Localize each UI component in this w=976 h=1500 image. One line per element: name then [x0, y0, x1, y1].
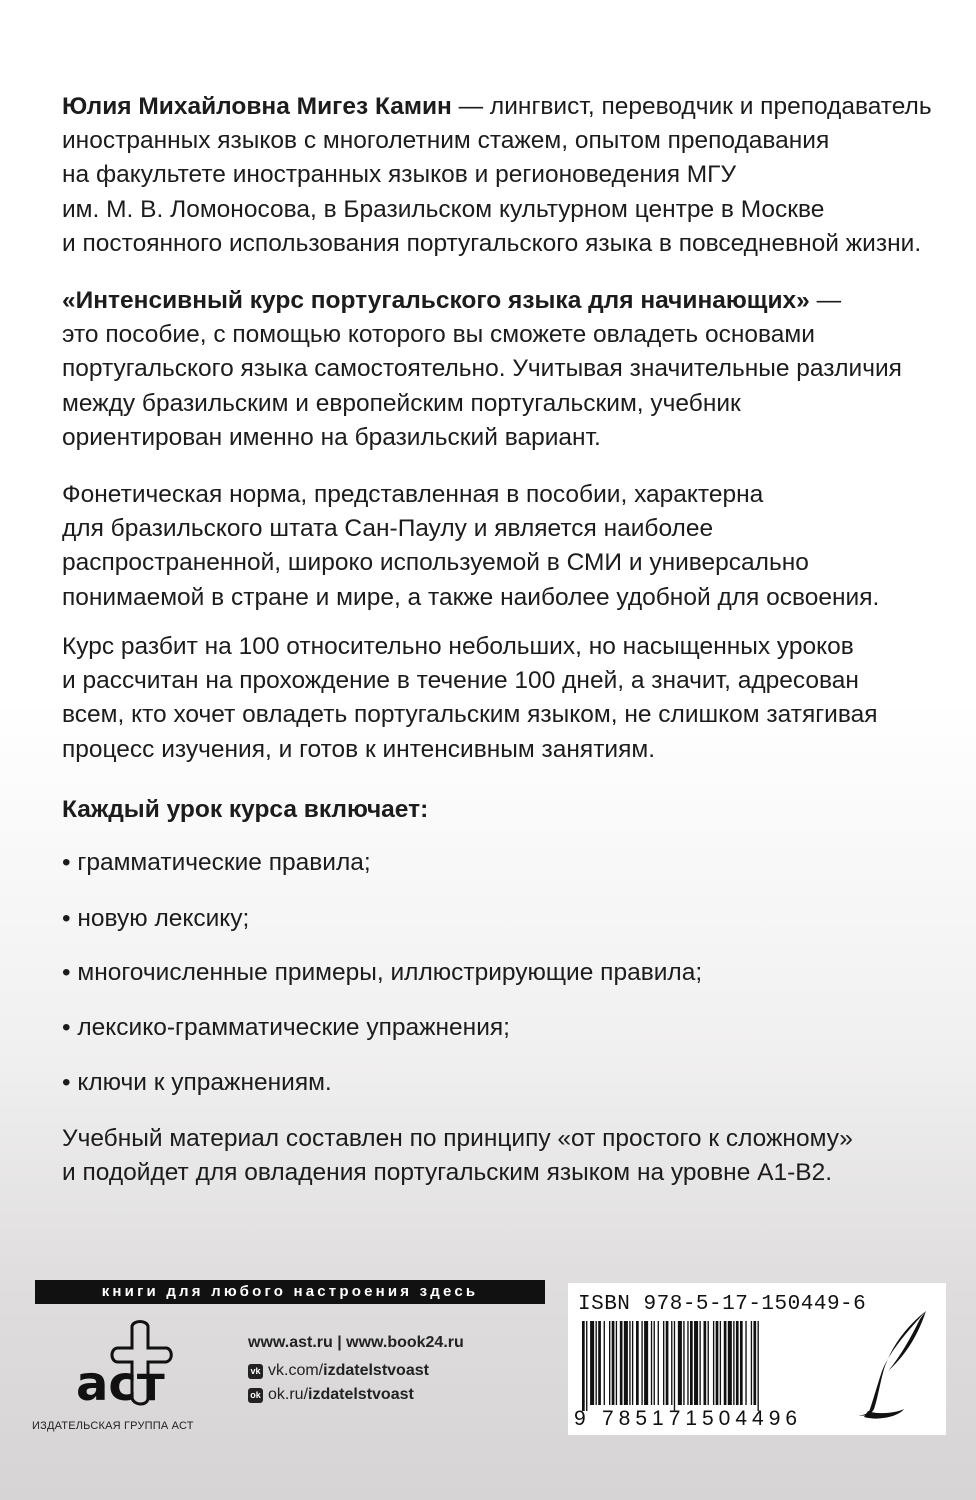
book-description-line: ориентирован именно на бразильский вариант.: [62, 423, 601, 451]
ok-link[interactable]: ok ok.ru/ izdatelstvoast: [248, 1386, 414, 1404]
book-description-line: португальского языка самостоятельно. Учитывая значительные различия: [62, 355, 902, 383]
barcode-bar: [666, 1321, 669, 1405]
phonetics-paragraph: [62, 478, 952, 615]
barcode-bar: [733, 1321, 734, 1405]
barcode-bar: [716, 1321, 719, 1405]
barcode-bar: [751, 1321, 752, 1405]
barcode-bar: [629, 1321, 630, 1405]
level-paragraph: [62, 1122, 952, 1190]
course-structure-line: процесс изучения, и готов к интенсивным занятиям.: [62, 735, 656, 763]
book-title: «Интенсивный курс португальского языка для начинающих»: [62, 287, 810, 314]
course-structure-line: и рассчитан на прохождение в течение 100 дней, а значит, адресован: [62, 667, 859, 695]
course-structure-paragraph: [62, 630, 952, 767]
ok-icon: ok: [248, 1388, 263, 1403]
barcode-bar: [586, 1321, 587, 1411]
barcode-bar: [753, 1321, 756, 1405]
barcode-bar: [724, 1321, 727, 1405]
barcode-bar: [590, 1321, 594, 1405]
book-description-line: между бразильским и европейским португальским, учебник: [62, 389, 741, 417]
barcode-bar: [708, 1321, 709, 1405]
publisher-name: ИЗДАТЕЛЬСКАЯ ГРУППА АСТ: [32, 1420, 194, 1432]
barcode-bar: [598, 1321, 601, 1405]
barcode-bar: [658, 1321, 659, 1405]
barcode-bar: [582, 1321, 585, 1411]
author-bio-line: им. М. В. Ломоносова, в Бразильском культурном центре в Москве: [62, 195, 825, 223]
author-bio-line: и постоянного использования португальского языка в повседневной жизни.: [62, 229, 922, 257]
list-item: • грамматические правила;: [62, 849, 371, 876]
barcode-bar: [736, 1321, 739, 1405]
author-bio-line: иностранных языков с многолетним стажем, опытом преподавания: [62, 127, 830, 155]
barcode-bar: [620, 1321, 623, 1405]
barcode-bar: [745, 1321, 746, 1405]
barcode-bar: [616, 1321, 617, 1405]
logo-text: аст: [76, 1356, 165, 1412]
barcode-bar: [624, 1321, 628, 1405]
barcode-bar: [678, 1321, 682, 1405]
barcode-bar: [663, 1321, 664, 1405]
barcode-bar: [713, 1321, 714, 1405]
list-item: • лексико-грамматические упражнения;: [62, 1014, 510, 1041]
publisher-logo: [62, 1318, 192, 1413]
barcode-bar: [699, 1321, 700, 1405]
barcode-bar: [758, 1321, 759, 1411]
book-description-line: это пособие, с помощью которого вы сможете овладеть основами: [62, 321, 815, 349]
list-item: • новую лексику;: [62, 905, 250, 932]
barcode-bar: [644, 1321, 648, 1405]
barcode-bar: [596, 1321, 597, 1405]
slogan-bar: книги для любого настроения здесь: [35, 1280, 545, 1304]
barcode-bar: [694, 1321, 698, 1405]
author-name: Юлия Михайловна Мигез Камин: [62, 93, 452, 120]
list-item: • многочисленные примеры, иллюстрирующие правила;: [62, 959, 703, 986]
phonetics-line: понимаемой в стране и мире, а также наиболее удобной для освоения.: [62, 583, 880, 611]
barcode-bar: [690, 1321, 693, 1405]
website-links[interactable]: www.ast.ru | www.book24.ru: [248, 1334, 464, 1351]
book-description-line-1: «Интенсивный курс португальского языка для начинающих» —: [62, 287, 842, 314]
quill-logo-icon: [848, 1305, 938, 1425]
barcode-bar: [651, 1321, 652, 1405]
author-bio-line-1: Юлия Михайловна Мигез Камин — лингвист, переводчик и преподаватель: [62, 93, 932, 120]
barcode: [568, 1321, 828, 1411]
barcode-bar: [687, 1321, 688, 1405]
book-description-paragraph: [62, 284, 952, 455]
barcode-bar: [720, 1321, 721, 1405]
level-line: Учебный материал составлен по принципу «от простого к сложному»: [62, 1125, 853, 1152]
vk-link[interactable]: vk vk.com/ izdatelstvoast: [248, 1362, 429, 1380]
phonetics-line: для бразильского штата Сан-Паулу и является наиболее: [62, 515, 714, 543]
barcode-bar: [740, 1321, 743, 1405]
barcode-bar: [674, 1321, 675, 1411]
lesson-contents-heading: Каждый урок курса включает:: [62, 796, 429, 823]
course-structure-line: Курс разбит на 100 относительно небольших, но насыщенных уроков: [62, 633, 854, 660]
barcode-bar: [671, 1321, 672, 1405]
barcode-bar: [704, 1321, 707, 1405]
barcode-bar: [632, 1321, 633, 1405]
course-structure-line: всем, кто хочет овладеть португальским языком, не слишком затягивая: [62, 701, 878, 729]
isbn-number: ISBN 978-5-17-150449-6: [578, 1293, 867, 1316]
barcode-bar: [654, 1321, 655, 1405]
barcode-bar: [683, 1321, 684, 1405]
barcode-bar: [612, 1321, 615, 1405]
vk-icon: vk: [248, 1364, 263, 1379]
barcode-bar: [641, 1321, 642, 1405]
barcode-bar: [728, 1321, 732, 1405]
phonetics-line: Фонетическая норма, представленная в пособии, характерна: [62, 481, 764, 508]
author-bio-paragraph: [62, 90, 952, 261]
author-bio-line: на факультете иностранных языков и регионоведения МГУ: [62, 161, 737, 189]
phonetics-line: распространенной, широко используемой в СМИ и универсально: [62, 549, 809, 577]
barcode-bar: [609, 1321, 610, 1405]
level-line: и подойдет для овладения португальским языком на уровне А1-В2.: [62, 1159, 833, 1187]
barcode-bar: [636, 1321, 639, 1405]
list-item: • ключи к упражнениям.: [62, 1069, 332, 1096]
barcode-bar: [604, 1321, 605, 1405]
barcode-box: ISBN 978-5-17-150449-6 9 785171 504496: [568, 1283, 946, 1435]
